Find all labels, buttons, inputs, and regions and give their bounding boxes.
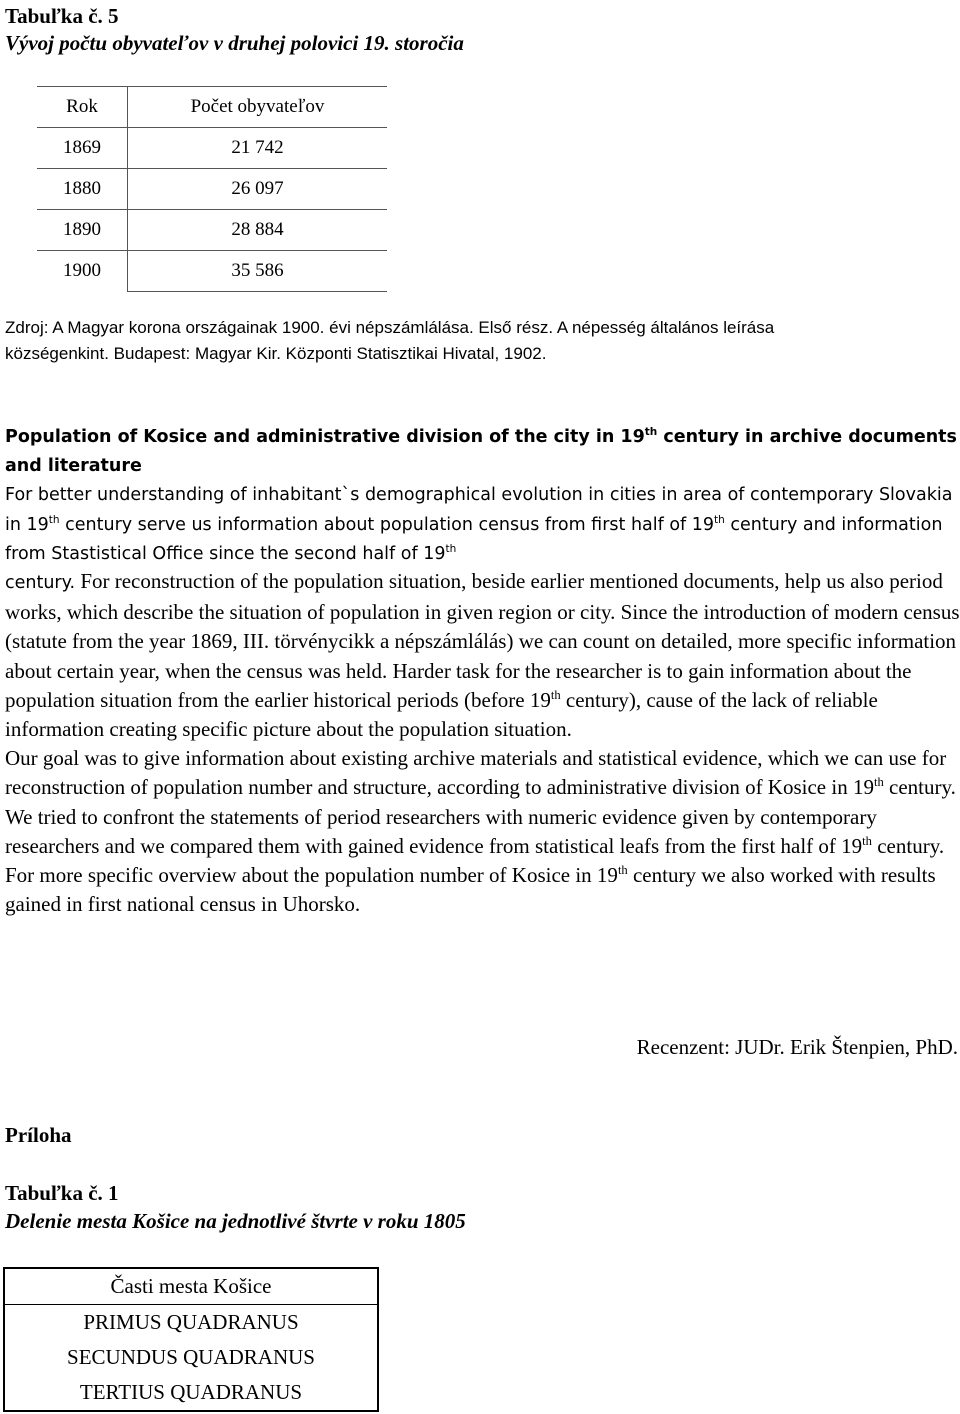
superscript: th [862,833,872,848]
source-line-1: Zdroj: A Magyar korona országainak 1900. évi népszámlálása. Első rész. A népesség általános leírása [5,318,775,337]
table-cell-population: 26 097 [128,169,388,210]
paragraph-text: century. [5,573,76,593]
column-header-city-parts: Časti mesta Košice [4,1268,378,1305]
appendix-heading: Príloha [5,1123,72,1147]
paragraph-text: century. For more specific overview about the population number of Kosice in 19 [5,833,945,888]
superscript: th [48,513,60,526]
table-cell-quadrant: SECUNDUS QUADRANUS [67,1345,315,1369]
summary-title-text: Population of Kosice and administrative division of the city in 19 [5,427,645,447]
city-parts-table [3,1267,379,1412]
superscript: th [714,513,725,526]
paragraph-text: For reconstruction of the population situation, beside earlier mentioned documents, help us also period works, which describe the situation of population in given region or city. Since the introduction of modern census (statute from the year 1869, III. törvénycikk a népszámlálás) we can count on detailed, more specific information about certain year, when the census was held. Harder task for the researcher is to gain information about the population situation from the earlier historical periods (before 19 [5,569,960,712]
table1-label: Tabuľka č. 1 [5,1181,119,1205]
superscript: th [550,687,561,702]
table-cell-quadrant: PRIMUS QUADRANUS [83,1310,299,1334]
table-cell-population: 28 884 [128,210,388,251]
superscript: th [445,543,457,556]
table-row [37,210,387,251]
superscript: th [873,775,884,790]
paragraph-text: Our goal was to give information about existing archive materials and statistical evidence, which we can use for reconstruction of population number and structure, according to administrative division of Kosice in 19 [5,746,947,800]
superscript: th [644,426,658,439]
table-row [4,1375,378,1411]
table-cell-population: 35 586 [128,251,388,292]
summary-paragraph-2 [5,567,960,919]
table-row [37,251,387,292]
column-header-year: Rok [37,87,128,128]
table-row [37,169,387,210]
paragraph-text: century), cause of the lack of reliable information creating specific picture about the population situation. [5,687,878,742]
table5-label: Tabuľka č. 5 [5,4,119,28]
reviewer: Recenzent: JUDr. Erik Štenpien, PhD. [636,1035,958,1059]
table-cell-quadrant: TERTIUS QUADRANUS [79,1380,303,1404]
paragraph-text: century. We tried to confront the statements of period researchers with numeric evidence given by contemporary researchers and we compared them with gained evidence from statistical leafs from the first half of 19 [5,775,956,858]
summary-title [5,423,960,481]
table-cell-year: 1890 [37,210,128,251]
table-cell-year: 1880 [37,169,128,210]
table-cell-population: 21 742 [128,128,388,169]
summary-paragraph-1 [5,481,960,570]
table5-caption: Vývoj počtu obyvateľov v druhej polovici 19. storočia [5,31,464,55]
source-line-2: községenkint. Budapest: Magyar Kir. Központi Statisztikai Hivatal, 1902. [5,344,547,363]
table1-caption: Delenie mesta Košice na jednotlivé štvrte v roku 1805 [5,1209,466,1233]
paragraph-text: For better understanding of inhabitant`s demographical evolution in cities in area of contemporary Slovakia in 19 [5,485,953,535]
table-header-row [37,87,387,128]
table-cell-year: 1869 [37,128,128,169]
table-cell-year: 1900 [63,260,101,282]
table5-source [5,315,955,367]
table-header-row [4,1268,378,1305]
table-row [37,128,387,169]
summary-title-text: century in archive documents and literature [5,427,957,476]
table-row [4,1305,378,1341]
population-table [37,86,387,292]
superscript: th [617,863,628,878]
paragraph-text: century and information from Stastistical Office since the second half of 19 [5,514,943,564]
table-row [4,1340,378,1375]
paragraph-text: century we also worked with results gained in first national census in Uhorsko. [5,863,936,917]
paragraph-text: century serve us information about population census from first half of 19 [59,514,715,535]
column-header-population: Počet obyvateľov [128,87,388,128]
